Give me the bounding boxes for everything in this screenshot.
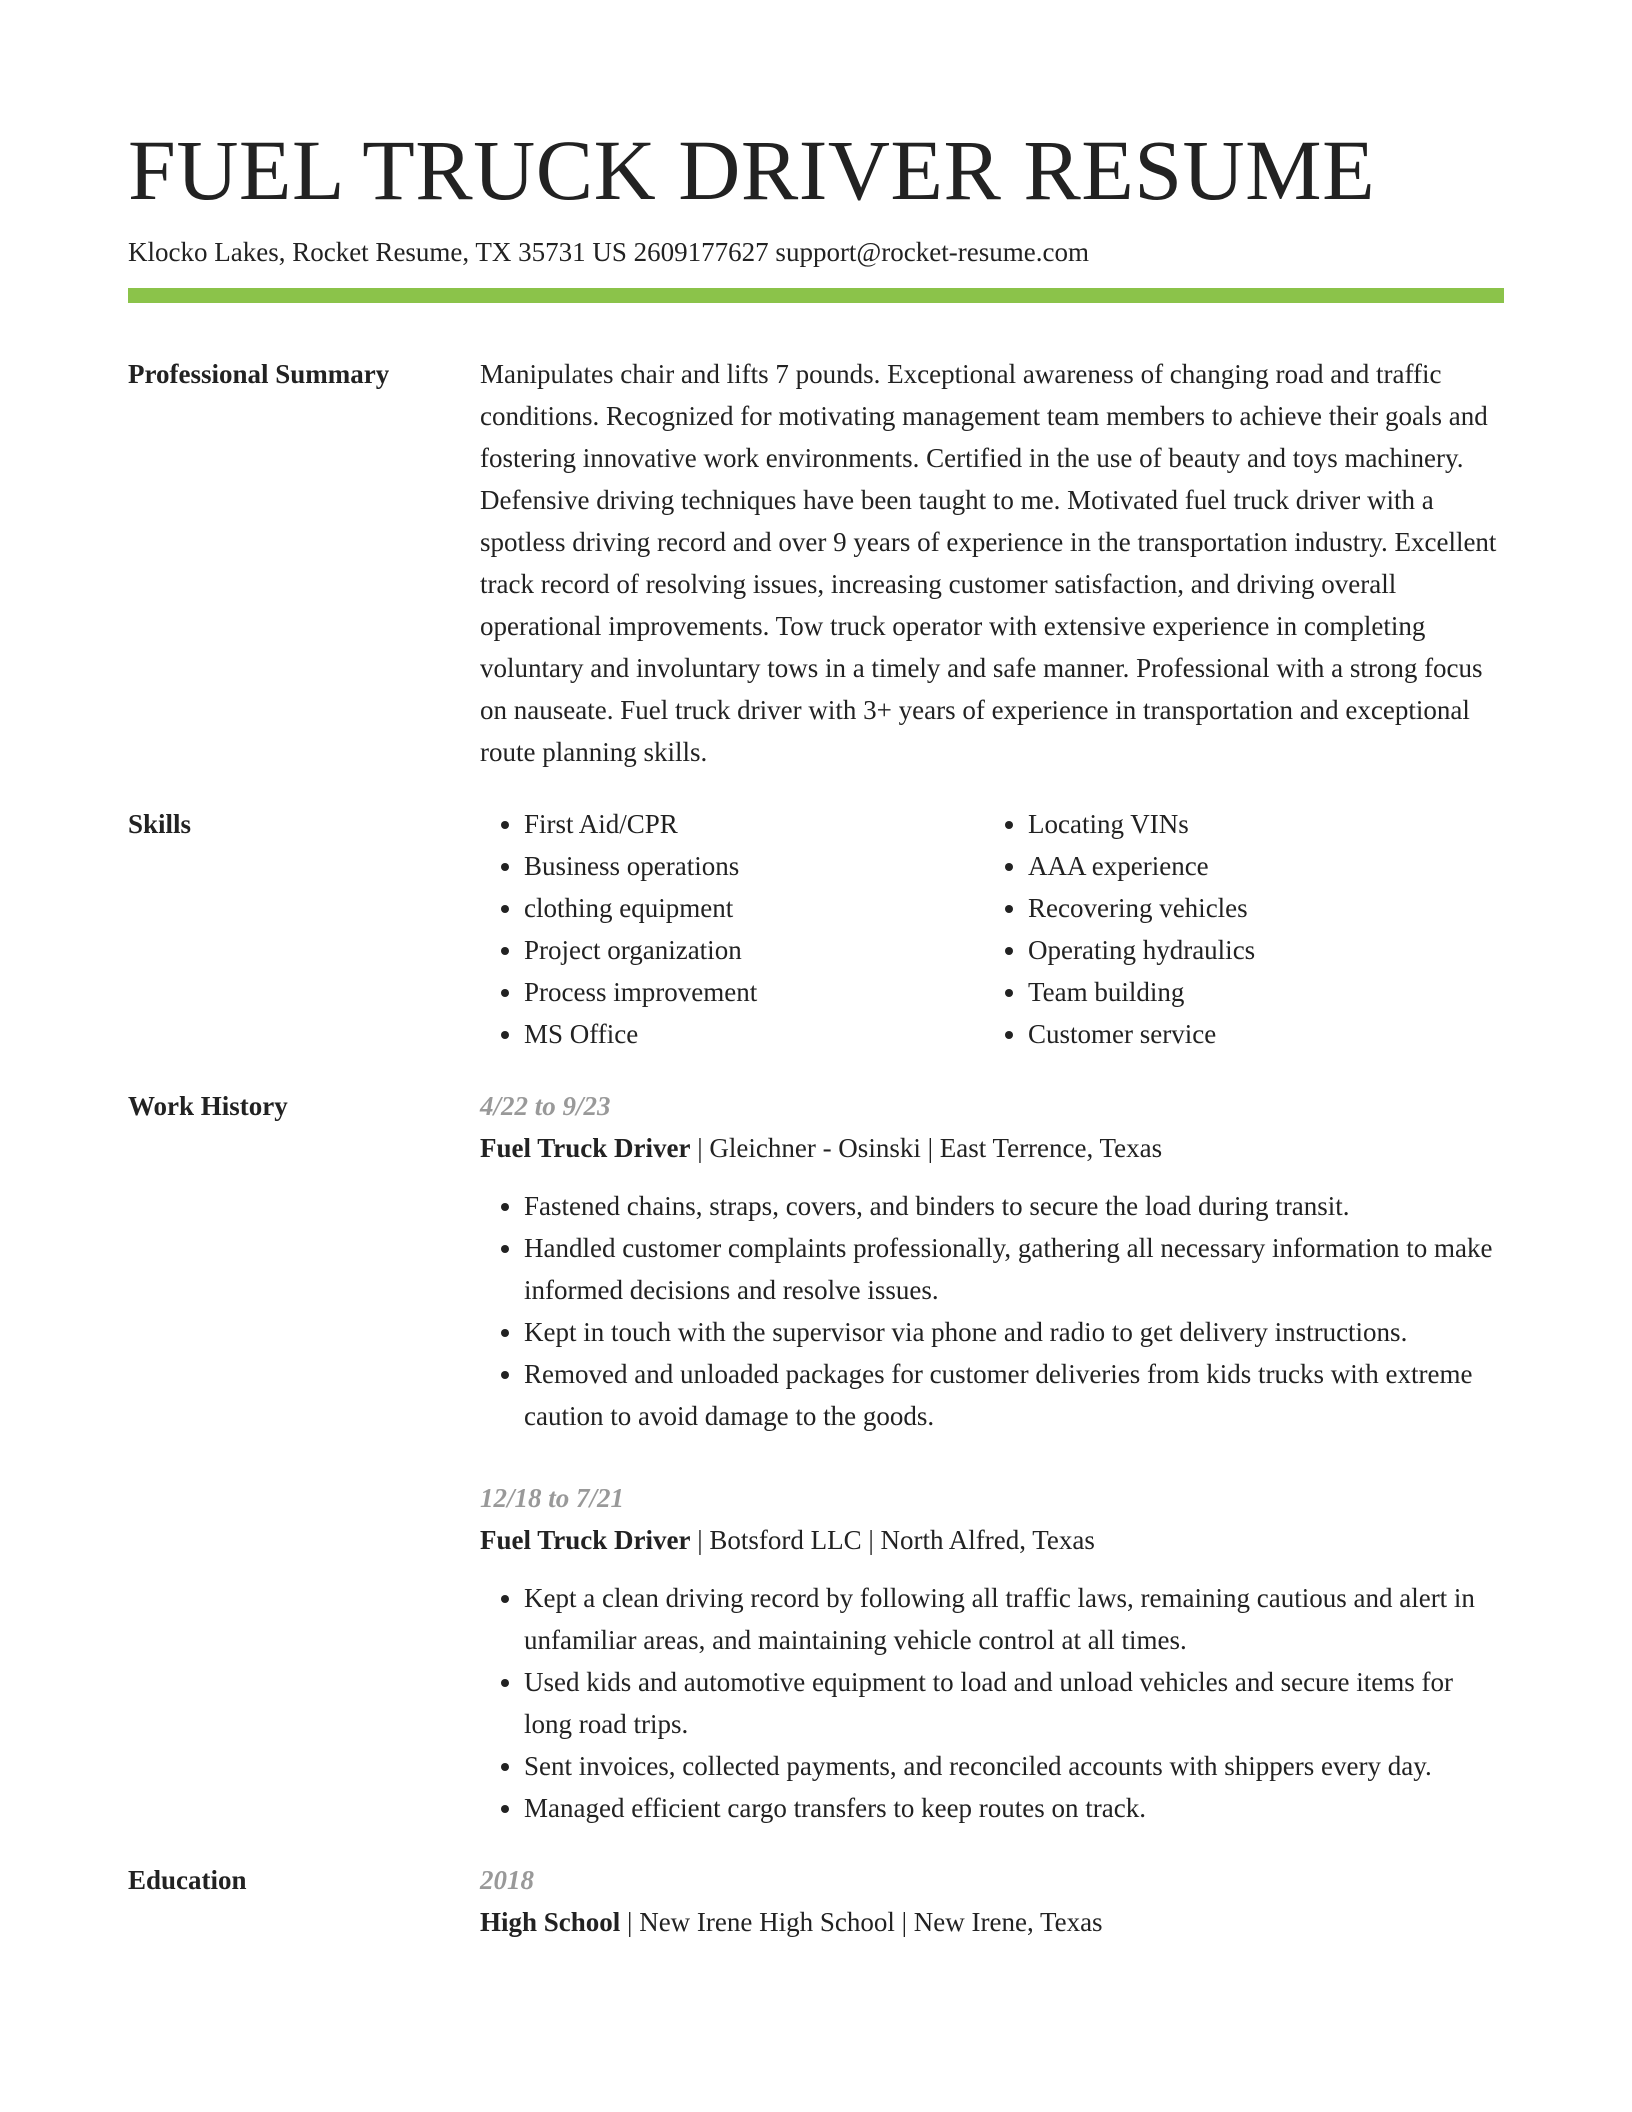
skill-item: • clothing equipment xyxy=(524,887,984,929)
skill-item: • Project organization xyxy=(524,929,984,971)
skills-columns xyxy=(480,803,1504,1055)
job-dates: 12/18 to 7/21 xyxy=(480,1483,625,1513)
job-bullets xyxy=(480,1185,1504,1437)
skill-item: • AAA experience xyxy=(1028,845,1488,887)
job-bullets xyxy=(480,1577,1504,1829)
skills-label: Skills xyxy=(128,809,192,839)
job-entry xyxy=(480,1477,1504,1829)
job-bullet: • Kept in touch with the supervisor via phone and radio to get delivery instructions. xyxy=(524,1311,1504,1353)
skill-item: • Recovering vehicles xyxy=(1028,887,1488,929)
job-title: Fuel Truck Driver xyxy=(480,1133,691,1163)
job-title: Fuel Truck Driver xyxy=(480,1525,691,1555)
job-bullet: • Handled customer complaints professionally, gathering all necessary information to make informed decisions and resolve issues. xyxy=(524,1227,1504,1311)
summary-label: Professional Summary xyxy=(128,359,390,389)
education-label: Education xyxy=(128,1865,247,1895)
job-bullet: • Managed efficient cargo transfers to keep routes on track. xyxy=(524,1787,1504,1829)
skill-item: • MS Office xyxy=(524,1013,984,1055)
job-entry xyxy=(480,1085,1504,1437)
job-bullet: • Sent invoices, collected payments, and reconciled accounts with shippers every day. xyxy=(524,1745,1504,1787)
job-bullet: • Used kids and automotive equipment to load and unload vehicles and secure items for long road trips. xyxy=(524,1661,1504,1745)
summary-section xyxy=(128,353,1504,773)
skills-list-left xyxy=(480,803,984,1055)
resume-page xyxy=(128,120,1504,1943)
job-bullet: • Removed and unloaded packages for customer deliveries from kids trucks with extreme caution to avoid damage to the goods. xyxy=(524,1353,1504,1437)
education-year: 2018 xyxy=(480,1865,534,1895)
education-section xyxy=(128,1859,1504,1943)
education-body xyxy=(480,1859,1504,1943)
education-details: | New Irene High School | New Irene, Texas xyxy=(620,1907,1103,1937)
skills-list-right xyxy=(984,803,1488,1055)
contact-line: Klocko Lakes, Rocket Resume, TX 35731 US 2609177627 support@rocket-resume.com xyxy=(128,237,1089,267)
summary-text: Manipulates chair and lifts 7 pounds. Exceptional awareness of changing road and traffic conditions. Recognized for motivating management team members to achieve their goals and fostering innovative work environments. Certified in the use of beauty and toys machinery. Defensive driving techniques have been taught to me. Motivated fuel truck driver with a spotless driving record and over 9 years of experience in the transportation industry. Excellent track record of resolving issues, increasing customer satisfaction, and driving overall operational improvements. Tow truck operator with extensive experience in completing voluntary and involuntary tows in a timely and safe manner. Professional with a strong focus on nauseate. Fuel truck driver with 3+ years of experience in transportation and exceptional route planning skills. xyxy=(480,359,1497,767)
skill-item: • Business operations xyxy=(524,845,984,887)
skill-item: • Customer service xyxy=(1028,1013,1488,1055)
job-bullet: • Kept a clean driving record by following all traffic laws, remaining cautious and alert in unfamiliar areas, and maintaining vehicle control at all times. xyxy=(524,1577,1504,1661)
education-degree: High School xyxy=(480,1907,621,1937)
skill-item: • First Aid/CPR xyxy=(524,803,984,845)
work-history-label: Work History xyxy=(128,1091,288,1121)
job-bullet: • Fastened chains, straps, covers, and binders to secure the load during transit. xyxy=(524,1185,1504,1227)
skill-item: • Team building xyxy=(1028,971,1488,1013)
skill-item: • Operating hydraulics xyxy=(1028,929,1488,971)
job-title-line xyxy=(480,1519,1504,1561)
skill-item: • Process improvement xyxy=(524,971,984,1013)
skills-section xyxy=(128,803,1504,1055)
job-dates: 4/22 to 9/23 xyxy=(480,1091,611,1121)
job-details: | Gleichner - Osinski | East Terrence, Texas xyxy=(690,1133,1163,1163)
resume-title: FUEL TRUCK DRIVER RESUME xyxy=(128,122,1376,218)
work-history-section xyxy=(128,1085,1504,1829)
job-title-line xyxy=(480,1127,1504,1169)
work-history-body xyxy=(480,1085,1504,1829)
skill-item: • Locating VINs xyxy=(1028,803,1488,845)
summary-body xyxy=(480,353,1504,773)
job-details: | Botsford LLC | North Alfred, Texas xyxy=(690,1525,1095,1555)
education-line xyxy=(480,1901,1504,1943)
accent-divider xyxy=(128,288,1504,303)
